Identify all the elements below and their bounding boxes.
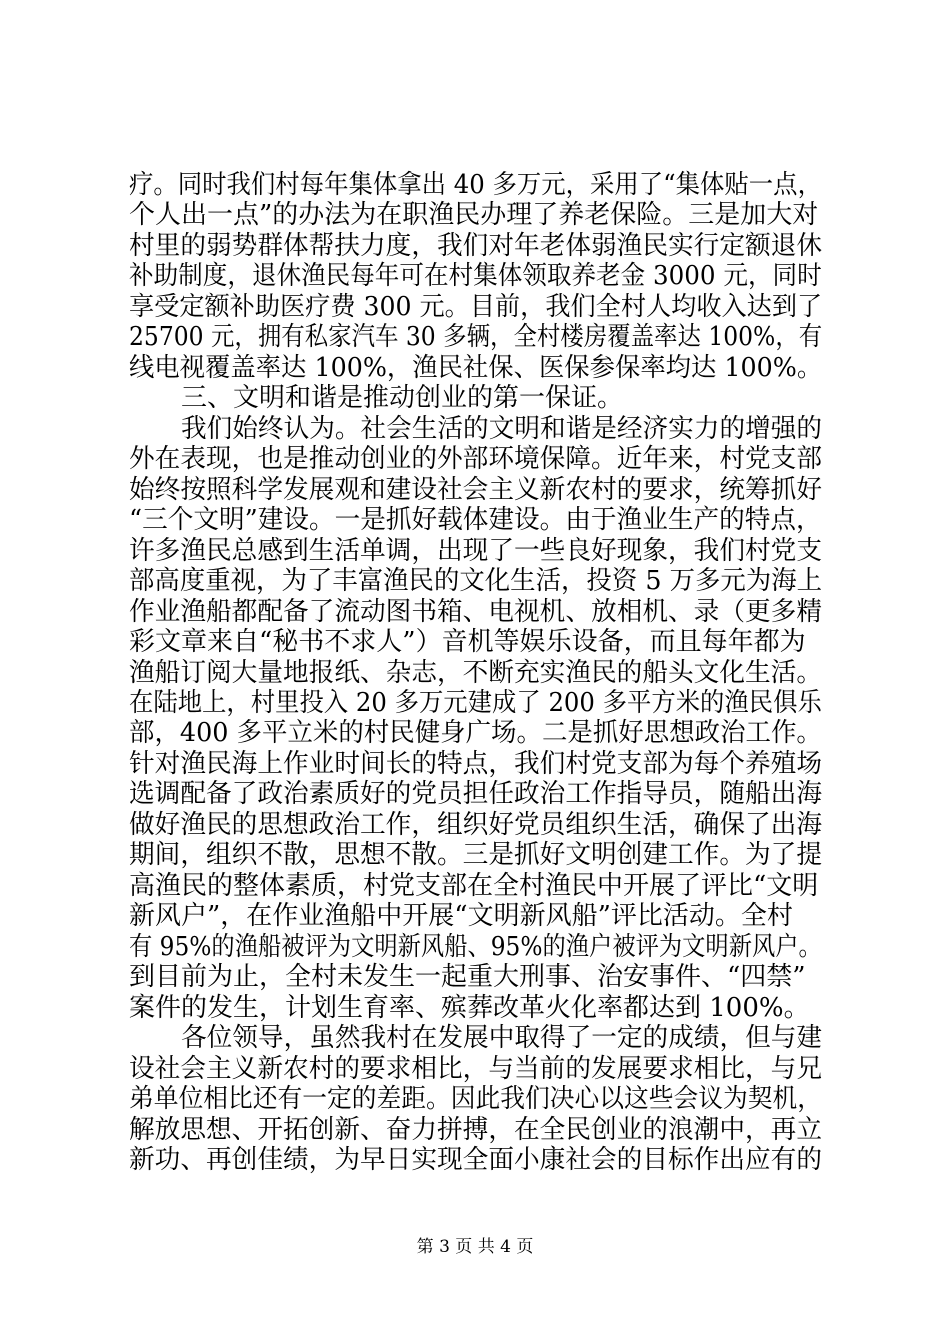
body-line: 个人出一点”的办法为在职渔民办理了养老保险。三是加大对 (129, 200, 819, 230)
body-line: 始终按照科学发展观和建设社会主义新农村的要求，统筹抓好 (129, 475, 823, 505)
body-line: 外在表现，也是推动创业的外部环境保障。近年来，村党支部 (129, 444, 823, 474)
page-footer: 第 3 页 共 4 页 (416, 1237, 534, 1257)
section-heading: 三、文明和谐是推动创业的第一保证。 (181, 383, 624, 413)
paragraph-first-line: 各位领导，虽然我村在发展中取得了一定的成绩，但与建 (181, 1023, 823, 1053)
body-line: 作业渔船都配备了流动图书箱、电视机、放相机、录（更多精 (129, 597, 823, 627)
body-line: 许多渔民总感到生活单调，出现了一些良好现象，我们村党支 (129, 536, 823, 566)
body-line: 解放思想、开拓创新、奋力拼搏，在全民创业的浪潮中，再立 (129, 1115, 823, 1145)
body-line: 案件的发生，计划生育率、殡葬改革火化率都达到 100%。 (129, 993, 810, 1023)
body-line: 享受定额补助医疗费 300 元。目前，我们全村人均收入达到了 (129, 292, 823, 322)
body-line: 疗。同时我们村每年集体拿出 40 多万元，采用了“集体贴一点， (129, 170, 822, 200)
body-line: 新功、再创佳绩，为早日实现全面小康社会的目标作出应有的 (129, 1145, 823, 1175)
body-line: 针对渔民海上作业时间长的特点，我们村党支部为每个养殖场 (129, 749, 823, 779)
body-line: 有 95%的渔船被评为文明新风船、95%的渔户被评为文明新风户。 (129, 932, 822, 962)
body-line: 弟单位相比还有一定的差距。因此我们决心以这些会议为契机， (129, 1084, 822, 1114)
body-line: 部，400 多平立米的村民健身广场。二是抓好思想政治工作。 (129, 718, 822, 748)
body-line: 新风户”，在作业渔船中开展“文明新风船”评比活动。全村 (129, 901, 793, 931)
body-line: 部高度重视，为了丰富渔民的文化生活，投资 5 万多元为海上 (129, 566, 823, 596)
body-line: 村里的弱势群体帮扶力度，我们对年老体弱渔民实行定额退休 (129, 231, 823, 261)
body-line: “三个文明”建设。一是抓好载体建设。由于渔业生产的特点， (129, 505, 822, 535)
body-line: 做好渔民的思想政治工作，组织好党员组织生活，确保了出海 (129, 810, 823, 840)
body-line: 在陆地上，村里投入 20 多万元建成了 200 多平方米的渔民俱乐 (129, 688, 822, 718)
body-line: 彩文章来自“秘书不求人”）音机等娱乐设备，而且每年都为 (129, 627, 806, 657)
body-line: 设社会主义新农村的要求相比，与当前的发展要求相比，与兄 (129, 1054, 823, 1084)
body-line: 期间，组织不散，思想不散。三是抓好文明创建工作。为了提 (129, 840, 823, 870)
paragraph-first-line: 我们始终认为。社会生活的文明和谐是经济实力的增强的 (181, 414, 823, 444)
body-line: 选调配备了政治素质好的党员担任政治工作指导员，随船出海 (129, 779, 823, 809)
body-line: 25700 元，拥有私家汽车 30 多辆，全村楼房覆盖率达 100%，有 (129, 322, 823, 352)
body-line: 线电视覆盖率达 100%，渔民社保、医保参保率均达 100%。 (129, 353, 823, 383)
body-line: 高渔民的整体素质，村党支部在全村渔民中开展了评比“文明 (129, 871, 819, 901)
body-line: 渔船订阅大量地报纸、杂志，不断充实渔民的船头文化生活。 (129, 658, 823, 688)
body-line: 到目前为止，全村未发生一起重大刑事、治安事件、“四禁” (129, 962, 806, 992)
body-line: 补助制度，退休渔民每年可在村集体领取养老金 3000 元，同时 (129, 261, 822, 291)
